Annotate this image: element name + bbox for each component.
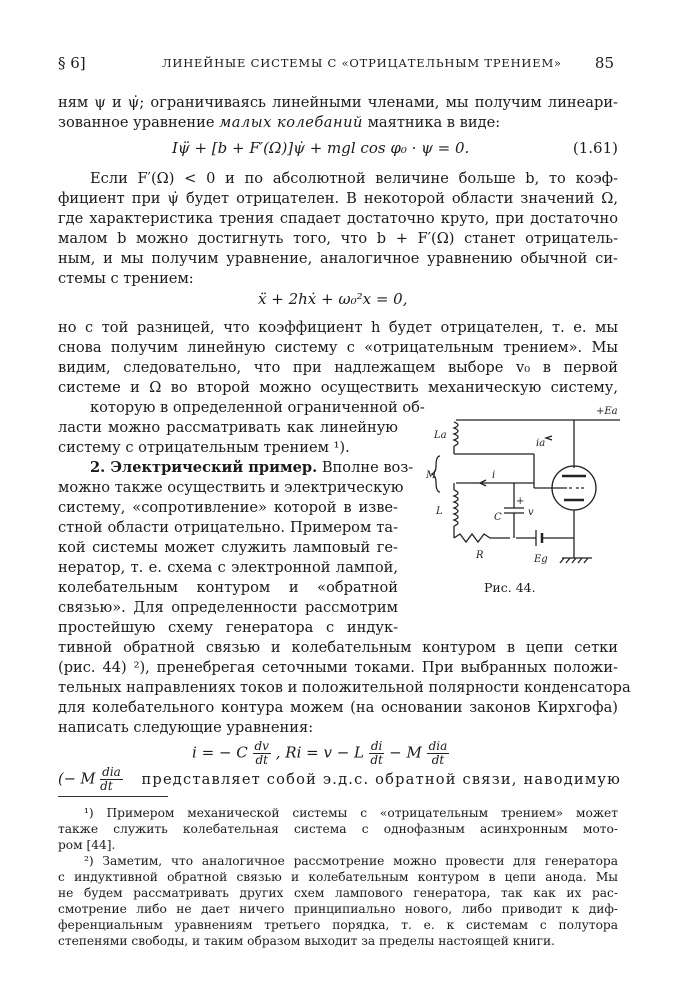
text-line: тельных направлениях токов и положительной полярности конденсатора (58, 679, 631, 696)
label-v: v (528, 507, 534, 518)
text-line: фициент при ψ̇ будет отрицателен. В некоторой области значений Ω, (58, 190, 618, 207)
equation-oscillator: ẍ + 2hẋ + ω₀²x = 0, (258, 290, 408, 308)
figure-caption: Рис. 44. (484, 580, 536, 595)
section-heading-line: 2. Электрический пример. Вполне воз- (90, 459, 414, 476)
text-line: системе и Ω во второй можно осуществить механическую систему, (58, 379, 618, 396)
running-header (58, 54, 614, 76)
footnote-line: степенями свободы, и таким образом выходит за пределы настоящей книги. (58, 934, 555, 948)
text-line: простейшую схему генератора с индук- (58, 619, 398, 636)
current-arrow (546, 436, 552, 440)
text-line: видим, следовательно, что при надлежащем выборе v₀ в первой (58, 359, 618, 376)
footnote-2: ²) Заметим, что аналогичное рассмотрение можно провести для генератора (84, 854, 618, 868)
text-line: ням ψ и ψ̇; ограничиваясь линейными членами, мы получим линеари- (58, 94, 618, 111)
label-la: La (434, 430, 447, 441)
text-line: систему с отрицательным трением ¹). (58, 439, 350, 456)
text-line: малом b можно достигнуть того, что b + F′(Ω) станет отрицатель- (58, 230, 618, 247)
text-line: (− M $\frac{\text{dia}}{dt}$ представляет собой э.д.с. обратной связи, наводимую (58, 765, 622, 793)
text-line: (рис. 44) ²), пренебрегая сеточными токами. При выбранных положи- (58, 659, 618, 676)
text-line: ным, и мы получим уравнение, аналогичное уравнению обычной си- (58, 250, 618, 267)
figure-44-circuit (424, 398, 624, 578)
text-line: можно также осуществить и электрическую (58, 479, 404, 496)
text-line: колебательным контуром и «обратной (58, 579, 398, 596)
text-line: для колебательного контура можем (на основании законов Кирхгофа) (58, 699, 618, 716)
label-ia: ia (536, 438, 546, 449)
footnote-1: ¹) Примером механической системы с «отрицательным трением» может (84, 806, 618, 820)
emphasis-text: малых колебаний (219, 114, 363, 131)
label-l: L (436, 506, 443, 517)
equation-number: (1.61) (572, 139, 618, 157)
anode-coil (454, 422, 458, 446)
label-i: i (492, 470, 496, 481)
label-ea: +Eа (596, 406, 618, 417)
page-number: 85 (594, 54, 614, 72)
footnote-line: смотрение либо не дает ничего принципиально нового, либо приводит к диф- (58, 902, 618, 916)
running-title: ЛИНЕЙНЫЕ СИСТЕМЫ С «ОТРИЦАТЕЛЬНЫМ ТРЕНИЕМ» (162, 56, 562, 70)
footnote-line: ром [44]. (58, 838, 116, 852)
footnote-rule (58, 796, 168, 797)
grid-coil (454, 490, 458, 526)
text-line: кой системы может служить ламповый ге- (58, 539, 398, 556)
equation-kirchhoff: i = − C $\frac{dv}{dt}$ , Ri = v − L $\frac{di}{dt}$ − M $\frac{\text{dia}}{dt}$ (192, 739, 448, 767)
text-line: зованное уравнение малых колебаний маятника в виде: (58, 114, 501, 131)
text-line: стной области отрицательно. Примером та- (58, 519, 398, 536)
resistor (454, 534, 510, 542)
label-plus: + (516, 496, 525, 507)
text-line: которую в определенной ограниченной об- (90, 399, 425, 416)
footnote-line: с индуктивной обратной связью и колебательным контуром в цепи анода. Мы (58, 870, 618, 884)
section-marker: § 6] (58, 54, 86, 72)
label-r: R (476, 550, 484, 561)
equation-1-61: Iψ̈ + [b + F′(Ω)]ψ̇ + mgl cos φ₀ · ψ = 0. (172, 139, 470, 157)
text-line: ласти можно рассматривать как линейную (58, 419, 398, 436)
label-eg: Eg (534, 554, 548, 565)
footnote-line: также служить колебательная система с однофазным асинхронным мото- (58, 822, 618, 836)
label-c: C (494, 512, 502, 523)
text-line: но с той разницей, что коэффициент h будет отрицателен, т. е. мы (58, 319, 618, 336)
footnote-line: не будем рассматривать других схем лампового генератора, так как их рас- (58, 886, 618, 900)
label-m: M (426, 470, 437, 481)
text-line: нератор, т. е. схема с электронной лампой, (58, 559, 398, 576)
text-line: снова получим линейную систему с «отрицательным трением». Мы (58, 339, 618, 356)
section-heading: 2. Электрический пример. (90, 459, 318, 476)
text-line: написать следующие уравнения: (58, 719, 314, 736)
text-line: Если F′(Ω) < 0 и по абсолютной величине больше b, то коэф- (90, 170, 618, 187)
text-line: тивной обратной связью и колебательным контуром в цепи сетки (58, 639, 618, 656)
text-line: связью». Для определенности рассмотрим (58, 599, 398, 616)
footnote-line: ференциальным уравнениям третьего порядка, т. е. к системам с полутора (58, 918, 618, 932)
text-line: стемы с трением: (58, 270, 194, 287)
text-line: где характеристика трения спадает достаточно круто, при достаточно (58, 210, 618, 227)
text-line: систему, «сопротивление» которой в изве- (58, 499, 398, 516)
